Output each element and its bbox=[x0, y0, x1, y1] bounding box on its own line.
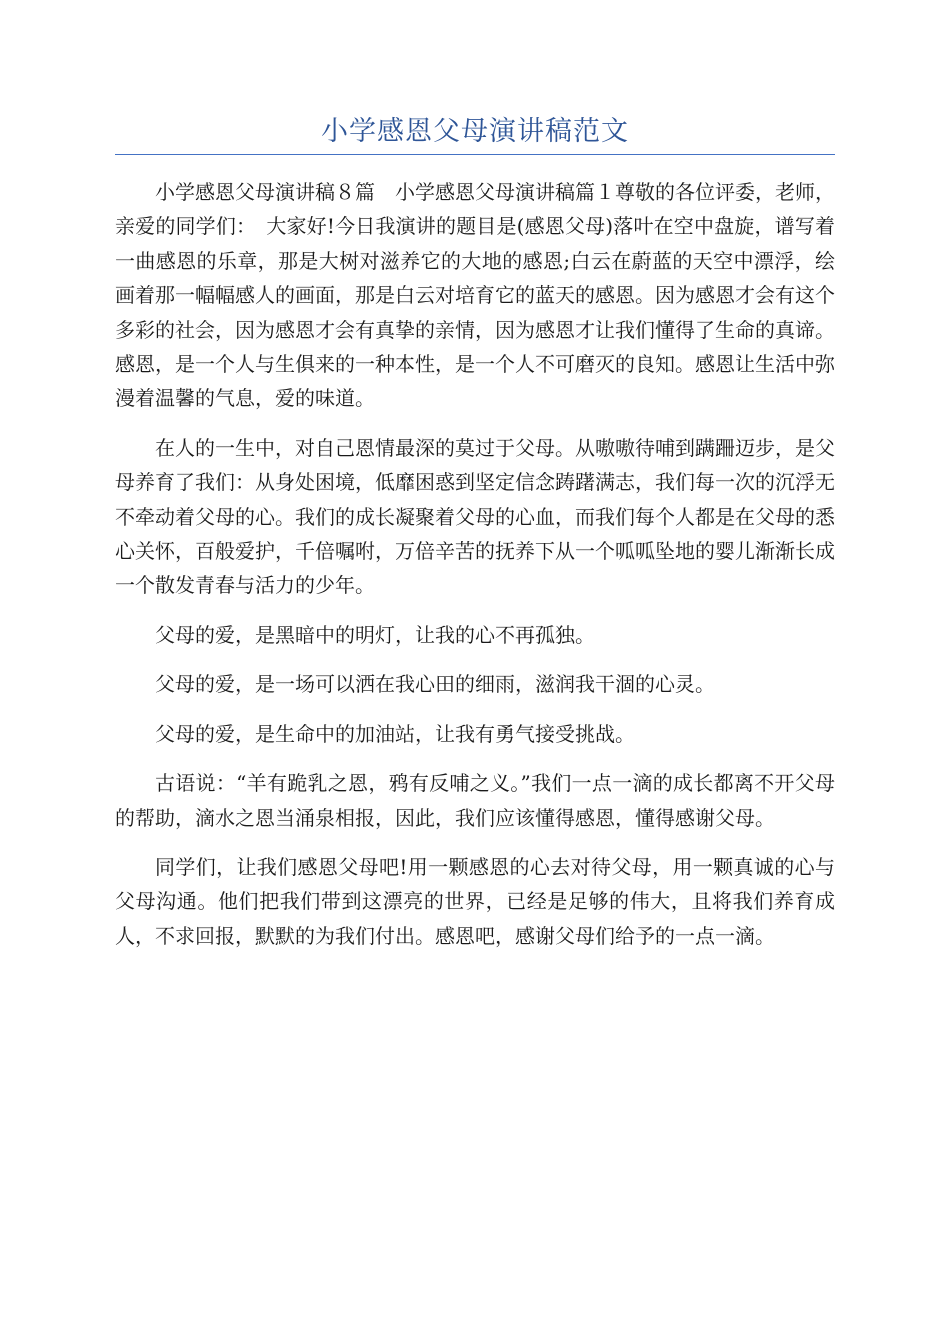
paragraph-4: 父母的爱，是一场可以洒在我心田的细雨，滋润我干涸的心灵。 bbox=[155, 672, 715, 697]
paragraph-5: 父母的爱，是生命中的加油站，让我有勇气接受挑战。 bbox=[155, 721, 635, 746]
paragraph-6: 古语说：“羊有跪乳之恩，鸦有反哺之义。”我们一点一滴的成长都离不开父母的帮助，滴水之恩当涌泉相报，因此，我们应该懂得感恩，懂得感谢父母。 bbox=[115, 771, 835, 830]
document-title: 小学感恩父母演讲稿范文 bbox=[321, 116, 629, 147]
document-body bbox=[115, 175, 835, 968]
paragraph-7: 同学们，让我们感恩父母吧!用一颗感恩的心去对待父母，用一颗真诚的心与父母沟通。他们把我们带到这漂亮的世界，已经是足够的伟大，且将我们养育成人，不求回报，默默的为我们付出。感恩吧，感谢父母们给予的一点一滴。 bbox=[115, 854, 835, 948]
title-underline bbox=[115, 154, 835, 155]
paragraph-2: 在人的一生中，对自己恩情最深的莫过于父母。从嗷嗷待哺到蹒跚迈步，是父母养育了我们：从身处困境，低靡困惑到坚定信念踌躇满志，我们每一次的沉浮无不牵动着父母的心。我们的成长凝聚着父母的心血，而我们每个人都是在父母的悉心关怀，百般爱护，千倍嘱咐，万倍辛苦的抚养下从一个呱呱坠地的婴儿渐渐长成一个散发青春与活力的少年。 bbox=[115, 435, 835, 598]
paragraph-3: 父母的爱，是黑暗中的明灯，让我的心不再孤独。 bbox=[155, 622, 595, 647]
paragraph-1: 小学感恩父母演讲稿８篇 小学感恩父母演讲稿篇１尊敬的各位评委，老师，亲爱的同学们： 大家好!今日我演讲的题目是(感恩父母)落叶在空中盘旋，谱写着一曲感恩的乐章，那是大树对滋养它的大地的感恩;白云在蔚蓝的天空中漂浮，绘画着那一幅幅感人的画面，那是白云对培育它的蓝天的感恩。因为感恩才会有这个多彩的社会，因为感恩才会有真挚的亲情，因为感恩才让我们懂得了生命的真谛。感恩，是一个人与生俱来的一种本性，是一个人不可磨灭的良知。感恩让生活中弥漫着温馨的气息，爱的味道。 bbox=[115, 180, 835, 411]
